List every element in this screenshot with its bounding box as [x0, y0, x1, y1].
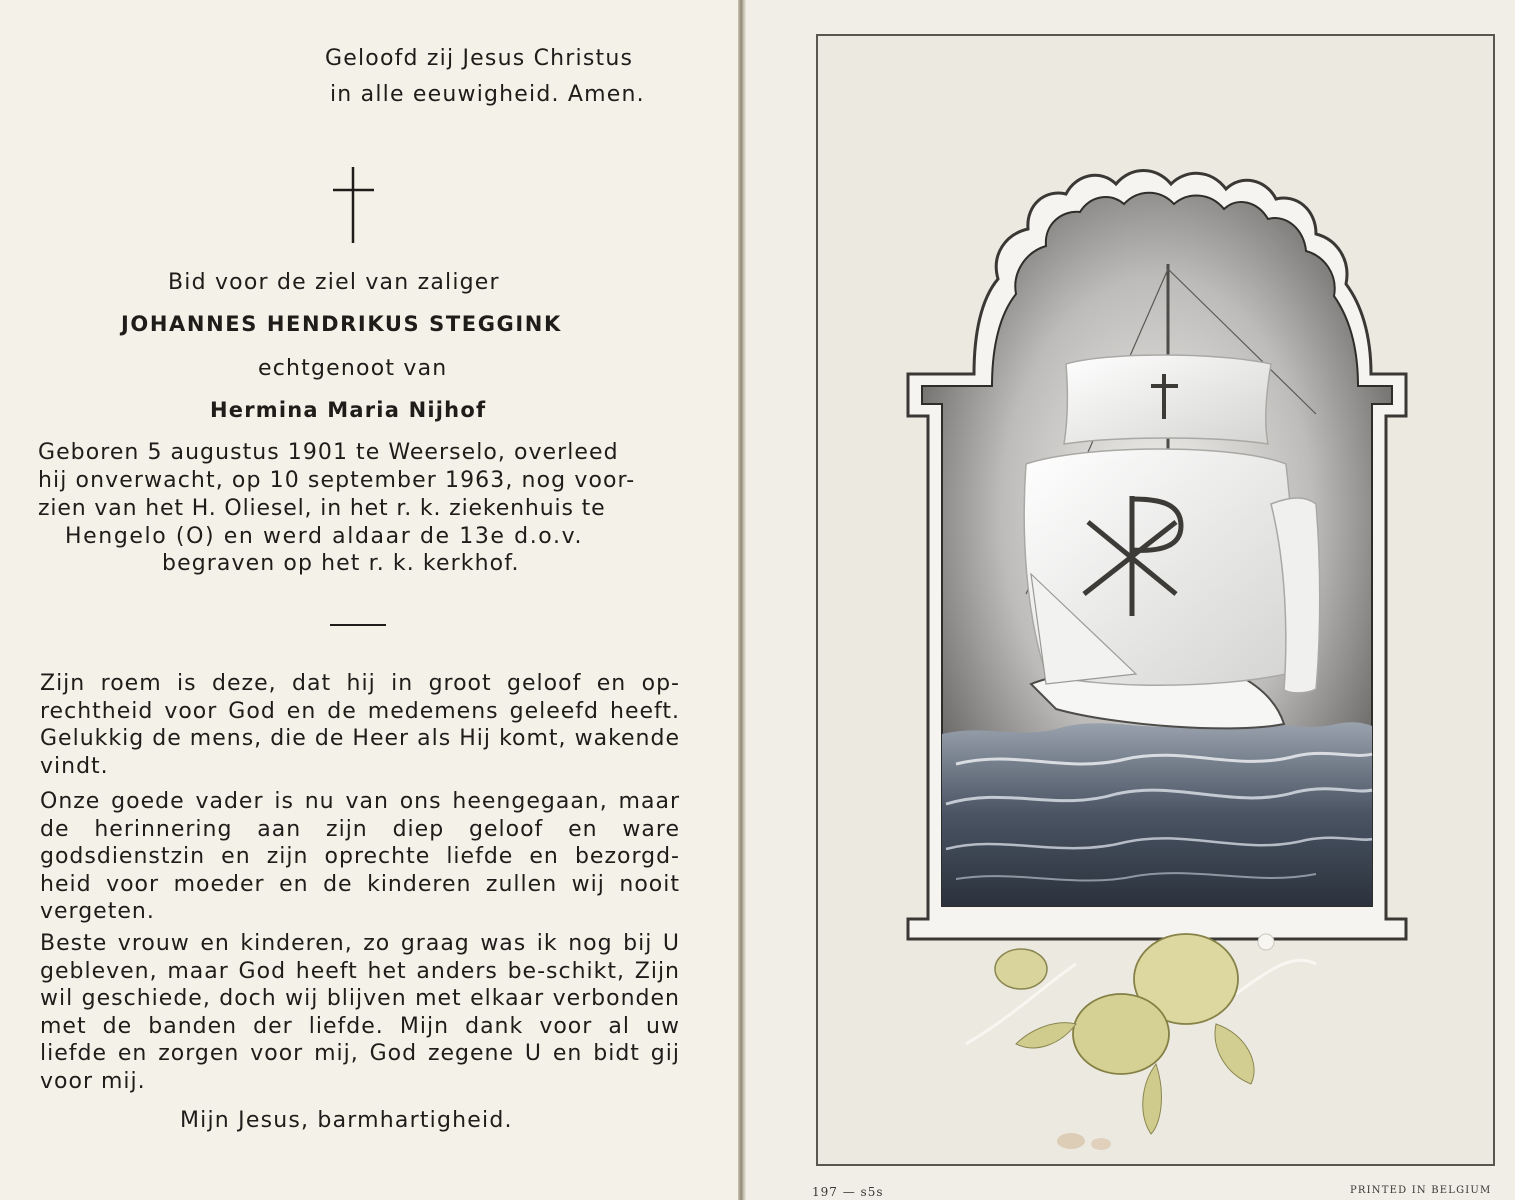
spouse-name: Hermina Maria Nijhof — [210, 398, 487, 422]
paragraph-2: Onze goede vader is nu van ons heengegaan, maar de herinnering aan zijn diep geloof en ware godsdienstzin en zijn oprechte liefde en bezorgd-heid voor moeder en de kinderen zullen wij nooit vergeten. — [40, 789, 680, 925]
cross-icon — [330, 165, 378, 245]
print-code: 197 — s5s — [812, 1185, 884, 1199]
bio-line-4: Hengelo (O) en werd aldaar de 13e d.o.v. — [65, 524, 584, 549]
header-line-2: in alle eeuwigheid. Amen. — [330, 82, 645, 107]
chrysanthemum-flowers — [966, 934, 1316, 1134]
deceased-name: JOHANNES HENDRIKUS STEGGINK — [121, 312, 562, 336]
bio-line-5: begraven op het r. k. kerkhof. — [162, 551, 520, 576]
closing-line: Mijn Jesus, barmhartigheid. — [180, 1108, 513, 1133]
bio-line-3: zien van het H. Oliesel, in het r. k. ziekenhuis te — [38, 496, 606, 521]
paragraph-3: Beste vrouw en kinderen, zo graag was ik nog bij U gebleven, maar God heeft het anders be-schikt, Zijn wil geschiede, doch wij blijven met elkaar verbonden met de banden der liefde. Mijn dank voor al uw liefde en zorgen voor mij, God zegene U en bidt gij voor mij. — [40, 931, 680, 1094]
spouse-intro: echtgenoot van — [258, 356, 448, 381]
prayer-intro: Bid voor de ziel van zaliger — [168, 270, 500, 295]
divider — [330, 624, 386, 626]
printed-in-label: PRINTED IN BELGIUM — [1350, 1185, 1492, 1196]
bio-line-1: Geboren 5 augustus 1901 te Weerselo, overleed — [38, 440, 619, 465]
ship-illustration — [816, 34, 1495, 1166]
card-fold — [738, 0, 746, 1200]
header-line-1: Geloofd zij Jesus Christus — [325, 46, 634, 71]
bio-line-2: hij onverwacht, op 10 september 1963, nog voor- — [38, 468, 636, 493]
paragraph-1: Zijn roem is deze, dat hij in groot geloof en op-rechtheid voor God en de medemens geleefd heeft. Gelukkig de mens, die de Heer als Hij komt, wakende vindt. — [40, 671, 680, 779]
